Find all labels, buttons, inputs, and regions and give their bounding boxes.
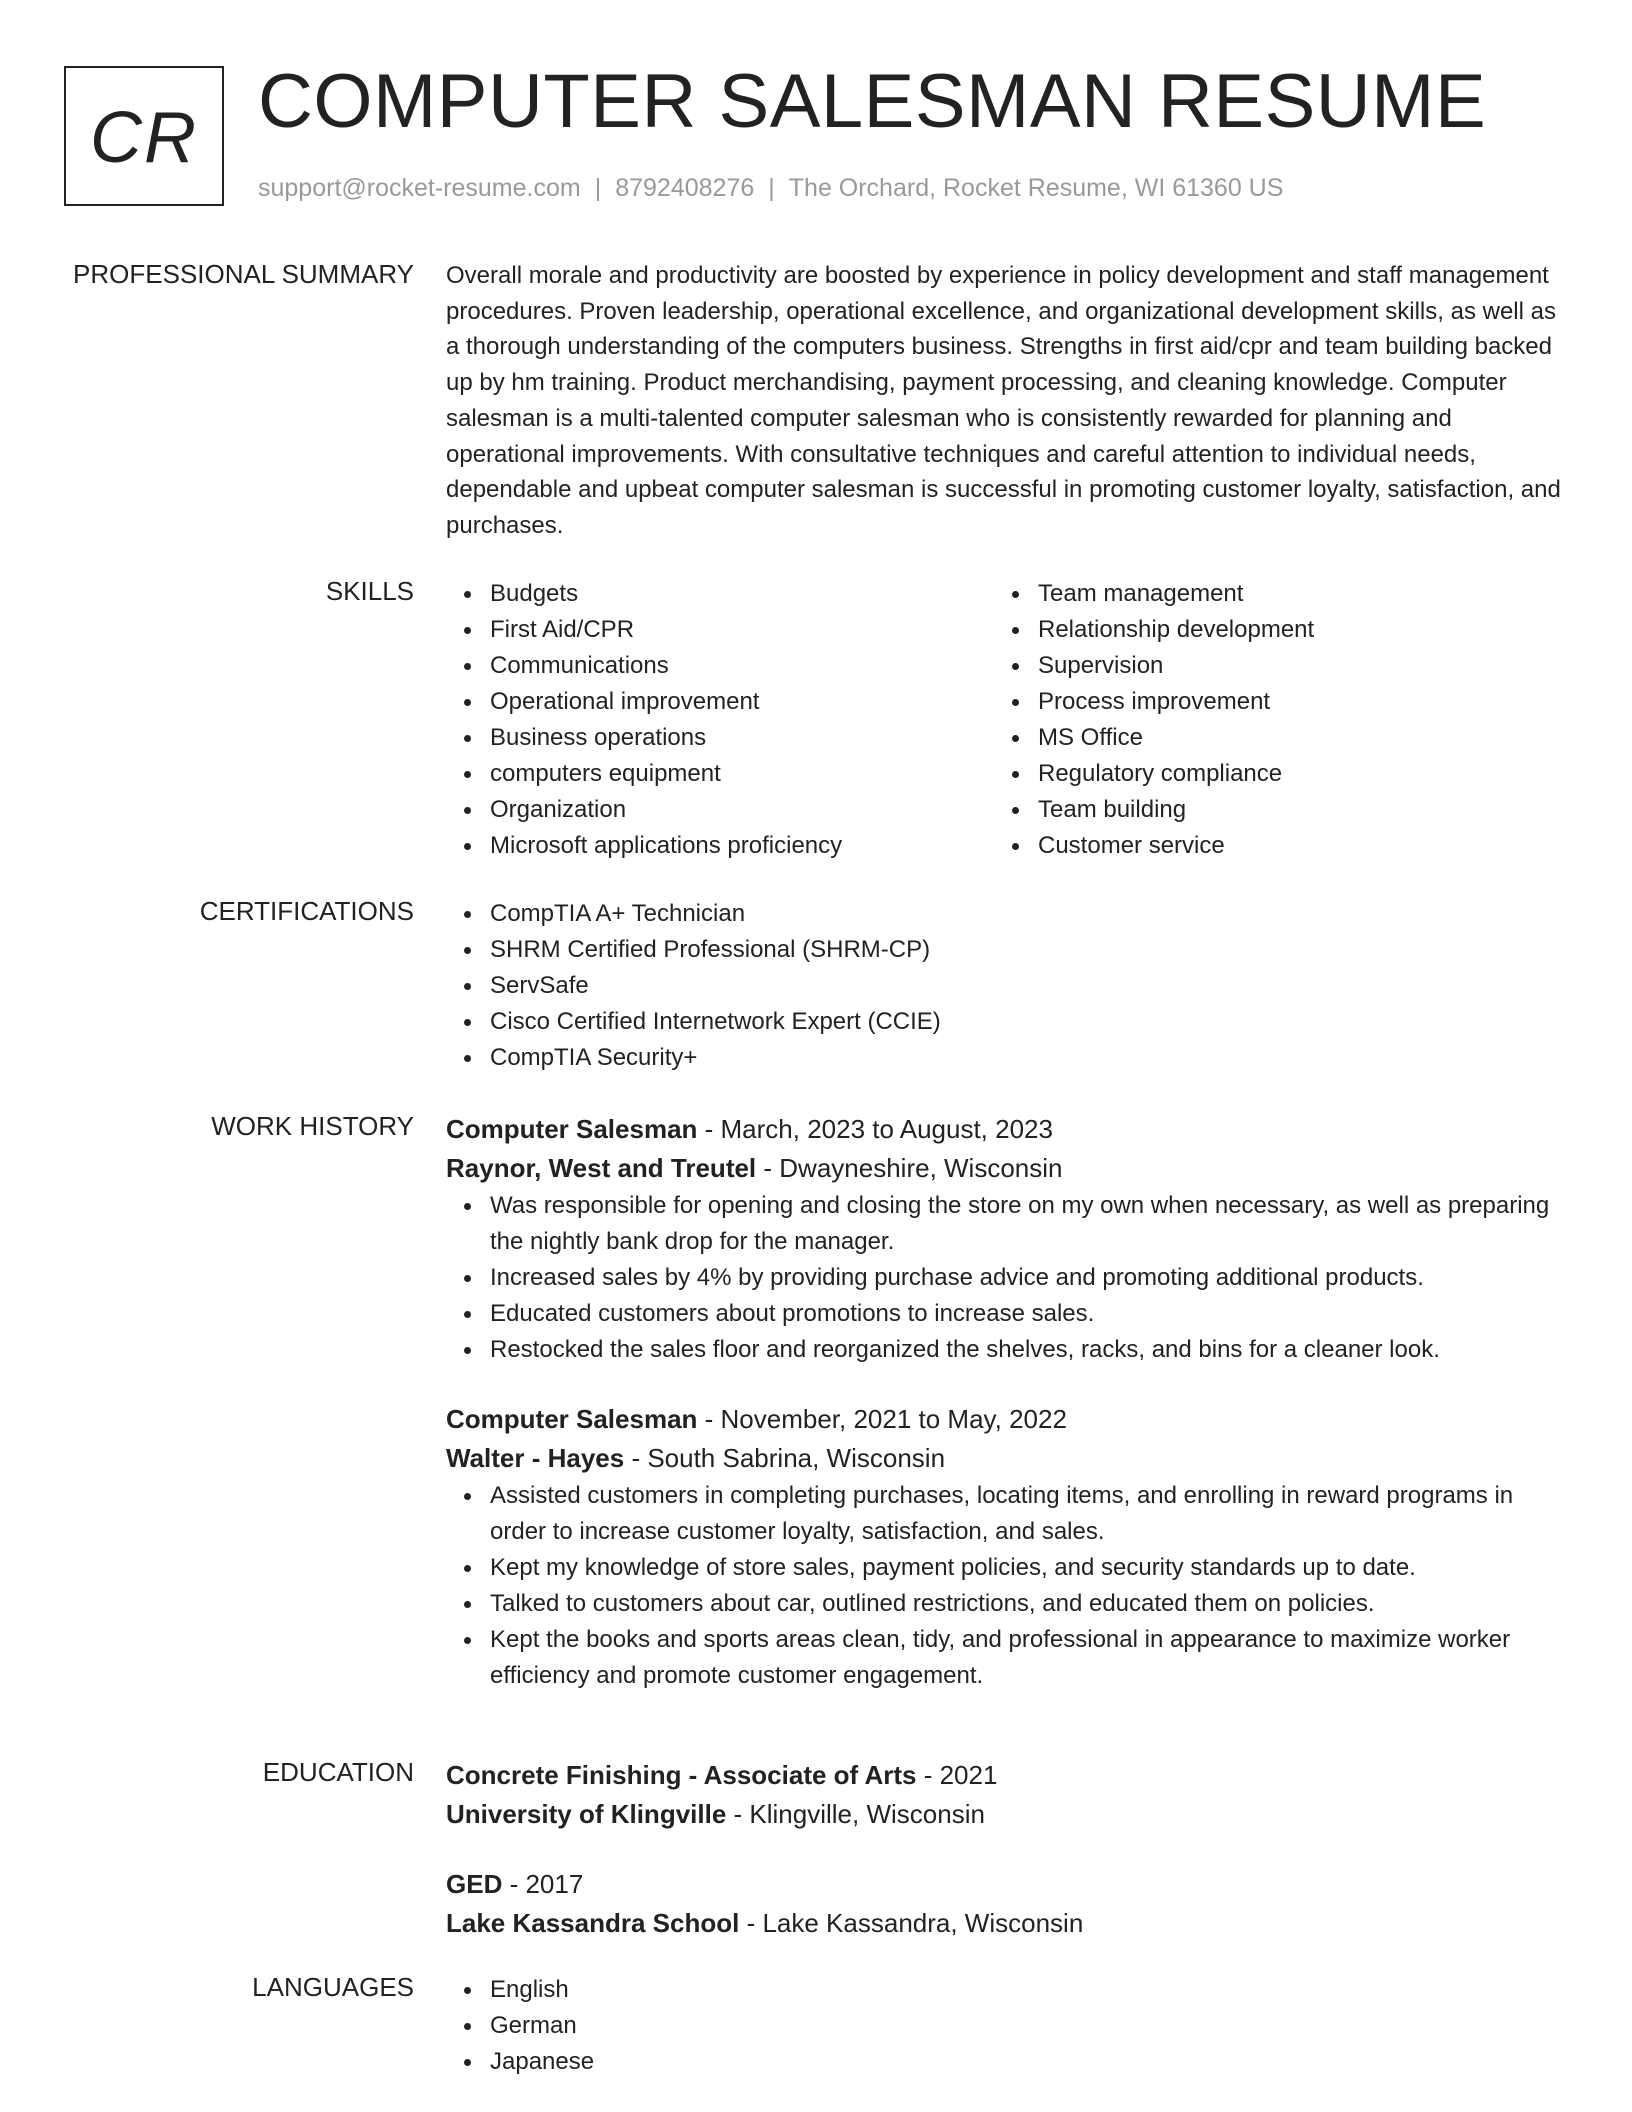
skill-item: Team building xyxy=(994,792,1542,828)
skill-item: Microsoft applications proficiency xyxy=(446,828,994,864)
job-entry xyxy=(446,1400,1564,1694)
contact-email[interactable]: support@rocket-resume.com xyxy=(258,174,581,202)
skill-item: Process improvement xyxy=(994,684,1542,720)
languages-list xyxy=(446,1972,1564,2080)
education-entry xyxy=(446,1756,1564,1834)
job-duty: Assisted customers in completing purchases, locating items, and enrolling in reward programs in order to increase customer loyalty, satisfaction, and sales. xyxy=(446,1478,1564,1550)
languages-body xyxy=(446,1972,1564,2080)
certifications-body xyxy=(446,896,1564,1076)
education-school-line xyxy=(446,1795,1564,1834)
certification-item: Cisco Certified Internetwork Expert (CCIE) xyxy=(446,1004,1564,1040)
job-duty: Educated customers about promotions to increase sales. xyxy=(446,1296,1564,1332)
skill-item: Customer service xyxy=(994,828,1542,864)
skill-item: Organization xyxy=(446,792,994,828)
skill-item: MS Office xyxy=(994,720,1542,756)
contact-separator: | xyxy=(768,174,775,202)
job-title: Computer Salesman xyxy=(446,1404,698,1434)
language-item: English xyxy=(446,1972,1564,2008)
education-entry xyxy=(446,1865,1564,1943)
education-degree-line xyxy=(446,1756,1564,1795)
skill-item: First Aid/CPR xyxy=(446,612,994,648)
job-company: Walter - Hayes xyxy=(446,1443,625,1473)
job-duty: Was responsible for opening and closing the store on my own when necessary, as well as preparing the nightly bank drop for the manager. xyxy=(446,1188,1564,1260)
section-label-certifications: CERTIFICATIONS xyxy=(199,896,414,926)
job-dates: - November, 2021 to May, 2022 xyxy=(697,1404,1067,1434)
skill-item: Operational improvement xyxy=(446,684,994,720)
job-duty: Kept my knowledge of store sales, payment policies, and security standards up to date. xyxy=(446,1550,1564,1586)
certification-item: SHRM Certified Professional (SHRM-CP) xyxy=(446,932,1564,968)
skills-list-right xyxy=(994,576,1542,864)
job-entry xyxy=(446,1110,1564,1368)
skill-item: Budgets xyxy=(446,576,994,612)
skill-item: Team management xyxy=(994,576,1542,612)
section-label-summary: PROFESSIONAL SUMMARY xyxy=(73,259,414,289)
work-history-body xyxy=(446,1110,1564,1694)
contact-separator: | xyxy=(594,174,602,202)
language-item: Japanese xyxy=(446,2044,1564,2080)
language-item: German xyxy=(446,2008,1564,2044)
section-label-languages: LANGUAGES xyxy=(252,1972,414,2002)
job-title-line xyxy=(446,1400,1564,1439)
education-location: - Lake Kassandra, Wisconsin xyxy=(739,1908,1084,1938)
skills-columns xyxy=(446,576,1564,864)
job-duty: Talked to customers about car, outlined restrictions, and educated them on policies. xyxy=(446,1586,1564,1622)
skill-item: Business operations xyxy=(446,720,994,756)
job-location: - Dwayneshire, Wisconsin xyxy=(756,1153,1063,1183)
education-school: University of Klingville xyxy=(446,1799,727,1829)
job-title: Computer Salesman xyxy=(446,1114,698,1144)
education-year: - 2021 xyxy=(916,1760,998,1790)
job-company-line xyxy=(446,1149,1564,1188)
contact-address: The Orchard, Rocket Resume, WI 61360 US xyxy=(788,174,1284,202)
section-label-work-history: WORK HISTORY xyxy=(211,1111,414,1141)
certification-item: CompTIA Security+ xyxy=(446,1040,1564,1076)
job-dates: - March, 2023 to August, 2023 xyxy=(697,1114,1053,1144)
education-degree-line xyxy=(446,1865,1564,1904)
section-label-education: EDUCATION xyxy=(262,1757,414,1787)
certifications-list xyxy=(446,896,1564,1076)
education-school-line xyxy=(446,1904,1564,1943)
job-title-line xyxy=(446,1110,1564,1149)
section-label-skills: SKILLS xyxy=(325,576,414,606)
education-school: Lake Kassandra School xyxy=(446,1908,740,1938)
summary-text: Overall morale and productivity are boosted by experience in policy development and staff management procedures. Proven leadership, operational excellence, and organizational development skills, as well as a thorough understanding of the computers business. Strengths in first aid/cpr and team building backed up by hm training. Product merchandising, payment processing, and cleaning knowledge. Computer salesman is a multi-talented computer salesman who is consistently rewarded for planning and operational improvements. With consultative techniques and careful attention to individual needs, dependable and upbeat computer salesman is successful in promoting customer loyalty, satisfaction, and purchases. xyxy=(446,262,1561,539)
job-company-line xyxy=(446,1439,1564,1478)
certification-item: ServSafe xyxy=(446,968,1564,1004)
skill-item: Supervision xyxy=(994,648,1542,684)
monogram-initials: CR xyxy=(90,98,198,178)
contact-phone[interactable]: 8792408276 xyxy=(615,174,755,202)
skill-item: computers equipment xyxy=(446,756,994,792)
summary-body xyxy=(446,258,1564,544)
job-duties-list xyxy=(446,1188,1564,1368)
education-year: - 2017 xyxy=(502,1869,584,1899)
skill-item: Communications xyxy=(446,648,994,684)
job-duties-list xyxy=(446,1478,1564,1694)
job-company: Raynor, West and Treutel xyxy=(446,1153,757,1183)
job-duty: Kept the books and sports areas clean, tidy, and professional in appearance to maximize worker efficiency and promote customer engagement. xyxy=(446,1622,1564,1694)
education-degree: Concrete Finishing - Associate of Arts xyxy=(446,1760,917,1790)
certification-item: CompTIA A+ Technician xyxy=(446,896,1564,932)
skill-item: Regulatory compliance xyxy=(994,756,1542,792)
skill-item: Relationship development xyxy=(994,612,1542,648)
job-duty: Restocked the sales floor and reorganized the shelves, racks, and bins for a cleaner look. xyxy=(446,1332,1564,1368)
education-location: - Klingville, Wisconsin xyxy=(726,1799,985,1829)
job-location: - South Sabrina, Wisconsin xyxy=(624,1443,946,1473)
monogram-box xyxy=(64,66,224,206)
job-duty: Increased sales by 4% by providing purchase advice and promoting additional products. xyxy=(446,1260,1564,1296)
contact-line xyxy=(258,174,1283,203)
resume-title: COMPUTER SALESMAN RESUME xyxy=(258,59,1487,144)
education-degree: GED xyxy=(446,1869,503,1899)
skills-list-left xyxy=(446,576,994,864)
education-body xyxy=(446,1756,1564,1943)
